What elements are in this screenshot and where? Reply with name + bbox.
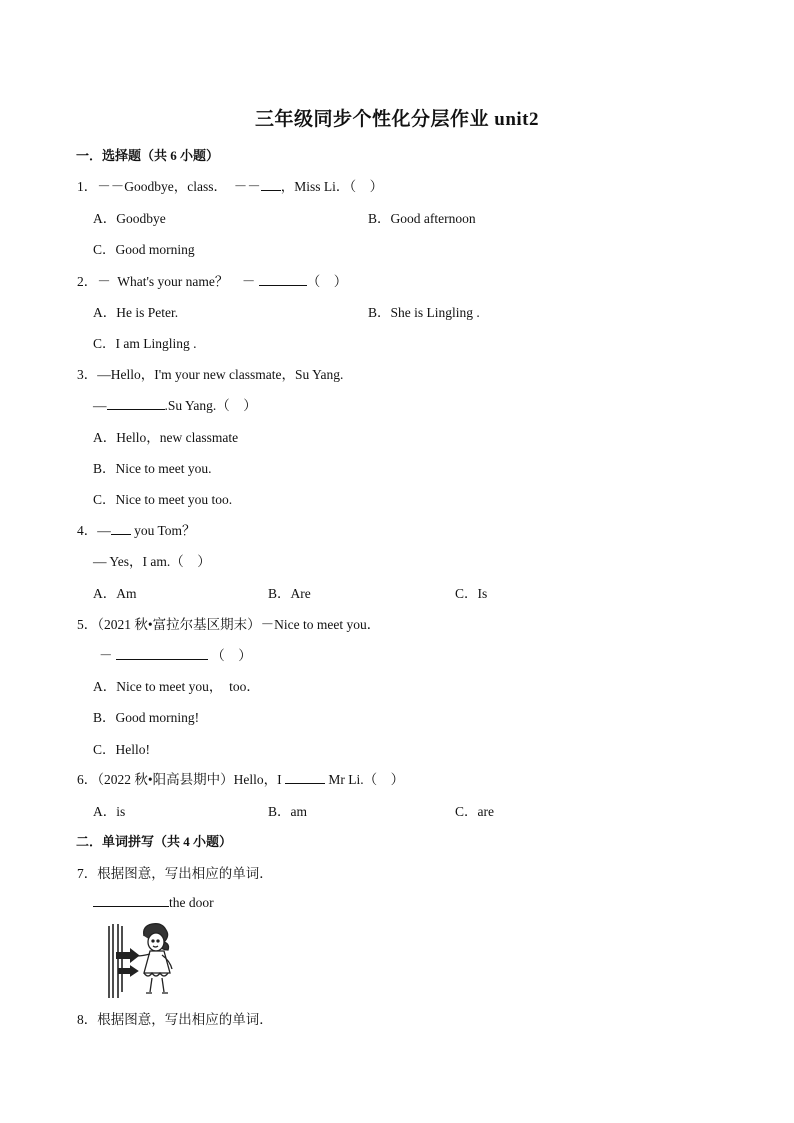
- question-7: 7．根据图意，写出相应的单词．: [77, 866, 273, 881]
- answer-blank: [107, 397, 165, 410]
- question-4: 4．— you Tom？: [77, 523, 196, 538]
- girl-opening-door-illustration: [100, 920, 186, 1000]
- q4-option-b: B．Are: [268, 586, 311, 601]
- question-8: 8．根据图意，写出相应的单词．: [77, 1012, 273, 1027]
- section-heading-choice: 一．选择题（共 6 小题）: [76, 148, 220, 163]
- q3-reply: — .Su Yang.（ ）: [93, 398, 257, 413]
- q5-option-b: B．Good morning!: [93, 710, 200, 725]
- question-3: 3．—Hello，I'm your new classmate，Su Yang.: [77, 367, 344, 382]
- q6-option-c: C．are: [455, 804, 494, 819]
- q1-option-b: B．Good afternoon: [368, 211, 476, 226]
- answer-blank: [261, 178, 281, 191]
- q6-option-b: B．am: [268, 804, 307, 819]
- q4-option-a: A．Am: [93, 586, 137, 601]
- worksheet-title: 三年级同步个性化分层作业 unit2: [255, 109, 539, 130]
- q6-option-a: A．is: [93, 804, 126, 819]
- answer-blank: [259, 273, 307, 286]
- q4-option-c: C．Is: [455, 586, 488, 601]
- answer-blank: [93, 894, 169, 907]
- q4-reply: — Yes，I am.（ ）: [93, 554, 211, 569]
- q2-option-b: B．She is Lingling .: [368, 305, 480, 320]
- answer-blank: [285, 771, 325, 784]
- question-5: 5．（2021 秋•富拉尔基区期末）－Nice to meet you．: [77, 617, 381, 632]
- q3-option-b: B．Nice to meet you.: [93, 461, 212, 476]
- question-2: 2．－ What's your name？ － （ ）: [77, 274, 348, 289]
- q1-option-a: A．Goodbye: [93, 211, 166, 226]
- section-heading-spelling: 二．单词拼写（共 4 小题）: [76, 834, 233, 849]
- q7-answer-line: the door: [93, 894, 214, 911]
- q3-option-a: A．Hello，new classmate: [93, 430, 239, 445]
- q1-option-c: C．Good morning: [93, 242, 195, 257]
- q5-option-c: C．Hello!: [93, 742, 150, 757]
- question-1: 1．－－Goodbye，class． －－ ，Miss Li．（ ）: [77, 179, 384, 194]
- question-6: 6．（2022 秋•阳高县期中）Hello，I Mr Li.（ ）: [77, 772, 405, 787]
- q5-option-a: A．Nice to meet you， too．: [93, 679, 260, 694]
- q2-option-c: C．I am Lingling .: [93, 336, 197, 351]
- answer-blank: [111, 522, 131, 535]
- q2-option-a: A．He is Peter.: [93, 305, 179, 320]
- q5-reply: － （ ）: [99, 648, 252, 663]
- q3-option-c: C．Nice to meet you too.: [93, 492, 233, 507]
- answer-blank: [116, 647, 208, 660]
